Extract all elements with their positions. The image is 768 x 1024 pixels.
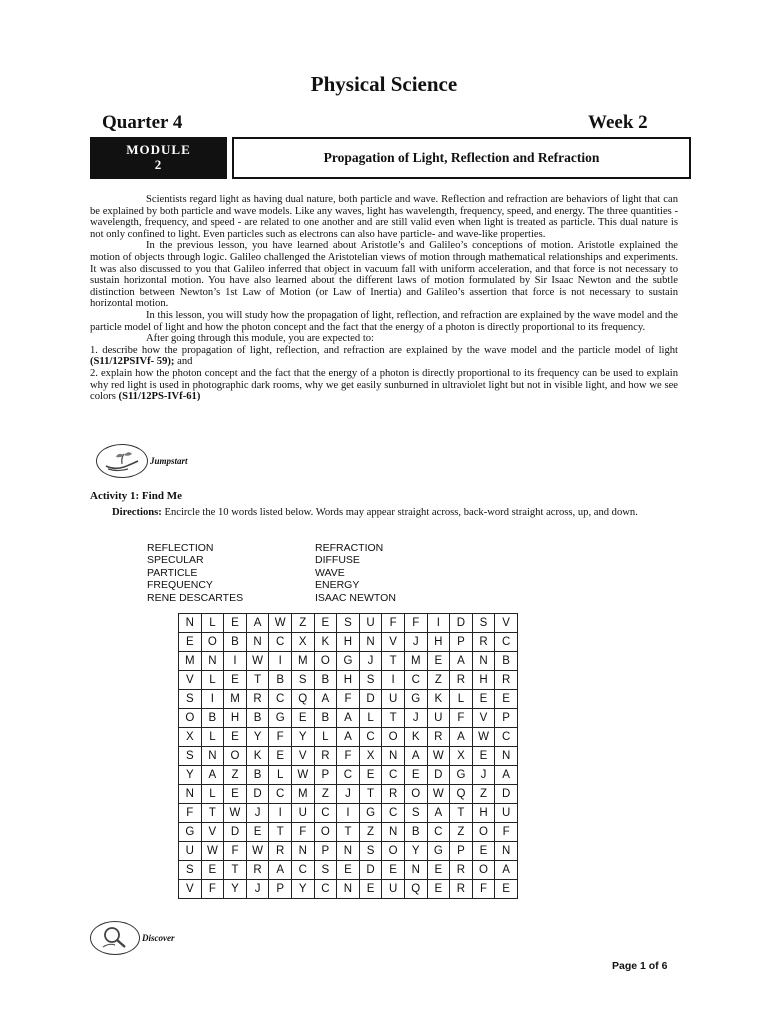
grid-cell[interactable]: V [179, 671, 202, 690]
grid-cell[interactable]: R [246, 861, 269, 880]
grid-cell[interactable]: O [314, 823, 337, 842]
grid-cell[interactable]: Z [359, 823, 382, 842]
word-list [147, 542, 477, 604]
grid-cell[interactable]: E [269, 747, 292, 766]
grid-cell[interactable]: D [359, 690, 382, 709]
grid-cell[interactable]: K [404, 728, 427, 747]
grid-row [179, 785, 518, 804]
grid-cell[interactable]: F [337, 747, 360, 766]
grid-cell[interactable]: O [472, 861, 495, 880]
grid-cell[interactable]: S [179, 690, 202, 709]
grid-cell[interactable]: F [224, 842, 247, 861]
grid-cell[interactable]: C [269, 633, 292, 652]
grid-cell[interactable]: E [495, 690, 518, 709]
grid-cell[interactable]: M [291, 785, 314, 804]
grid-row [179, 671, 518, 690]
grid-cell[interactable]: R [269, 842, 292, 861]
grid-cell[interactable]: O [179, 709, 202, 728]
grid-cell[interactable]: L [359, 709, 382, 728]
module-label: MODULE [126, 142, 191, 157]
grid-cell[interactable]: O [201, 633, 224, 652]
grid-row [179, 728, 518, 747]
grid-cell[interactable]: Z [291, 614, 314, 633]
hand-plant-icon [96, 444, 148, 478]
grid-cell[interactable]: Q [404, 880, 427, 899]
grid-cell[interactable]: P [450, 842, 473, 861]
grid-cell[interactable]: V [472, 709, 495, 728]
word-list-item: REFLECTION [147, 542, 214, 554]
grid-cell[interactable]: H [427, 633, 450, 652]
grid-cell[interactable]: E [472, 842, 495, 861]
grid-cell[interactable]: N [291, 842, 314, 861]
discover-label: Discover [142, 933, 175, 943]
grid-cell[interactable]: Y [246, 728, 269, 747]
grid-cell[interactable]: L [201, 614, 224, 633]
grid-cell[interactable]: R [427, 728, 450, 747]
grid-cell[interactable]: E [179, 633, 202, 652]
grid-cell[interactable]: H [472, 671, 495, 690]
grid-cell[interactable]: E [337, 861, 360, 880]
word-list-item: WAVE [315, 566, 345, 579]
grid-cell[interactable]: S [291, 671, 314, 690]
grid-cell[interactable]: W [427, 747, 450, 766]
grid-cell[interactable]: B [269, 671, 292, 690]
grid-cell[interactable]: C [314, 880, 337, 899]
grid-cell[interactable]: W [291, 766, 314, 785]
grid-cell[interactable]: Z [224, 766, 247, 785]
grid-cell[interactable]: A [495, 861, 518, 880]
grid-cell[interactable]: S [179, 861, 202, 880]
grid-cell[interactable]: C [314, 804, 337, 823]
intro-paragraph-4: After going through this module, you are expected to: [146, 333, 375, 345]
grid-cell[interactable]: F [382, 614, 405, 633]
grid-cell[interactable]: D [224, 823, 247, 842]
grid-cell[interactable]: E [314, 614, 337, 633]
grid-cell[interactable]: C [269, 690, 292, 709]
grid-cell[interactable]: C [382, 766, 405, 785]
grid-cell[interactable]: B [246, 766, 269, 785]
grid-cell[interactable]: G [337, 652, 360, 671]
grid-cell[interactable]: K [246, 747, 269, 766]
objective-1-code: (S11/12PSIVf- 59); [90, 356, 175, 368]
grid-cell[interactable]: E [495, 880, 518, 899]
grid-cell[interactable]: N [246, 633, 269, 652]
grid-cell[interactable]: O [314, 652, 337, 671]
grid-cell[interactable]: O [382, 842, 405, 861]
grid-cell[interactable]: C [359, 728, 382, 747]
grid-cell[interactable]: C [495, 728, 518, 747]
grid-cell[interactable]: J [472, 766, 495, 785]
grid-cell[interactable]: K [427, 690, 450, 709]
grid-cell[interactable]: N [404, 861, 427, 880]
grid-cell[interactable]: U [179, 842, 202, 861]
grid-cell[interactable]: H [337, 671, 360, 690]
objective-1-tail: and [177, 356, 193, 368]
grid-cell[interactable]: F [201, 880, 224, 899]
grid-cell[interactable]: L [201, 671, 224, 690]
objective-1-text: 1. describe how the propagation of light, reflection, and refraction are explained by the wave model and the particle model of light [90, 344, 678, 356]
grid-cell[interactable]: S [404, 804, 427, 823]
grid-cell[interactable]: U [359, 614, 382, 633]
grid-cell[interactable]: C [337, 766, 360, 785]
grid-cell[interactable]: T [246, 671, 269, 690]
objective-2-code: (S11/12PS-IVf-61) [118, 391, 201, 403]
grid-cell[interactable]: T [269, 823, 292, 842]
grid-cell[interactable]: R [450, 671, 473, 690]
grid-row [179, 766, 518, 785]
grid-cell[interactable]: F [495, 823, 518, 842]
lesson-introduction [90, 194, 678, 403]
grid-cell[interactable]: D [246, 785, 269, 804]
grid-cell[interactable]: W [246, 842, 269, 861]
grid-cell[interactable]: F [291, 823, 314, 842]
grid-cell[interactable]: W [201, 842, 224, 861]
grid-row [179, 690, 518, 709]
grid-cell[interactable]: F [269, 728, 292, 747]
grid-cell[interactable]: R [246, 690, 269, 709]
word-list-item: SPECULAR [147, 554, 204, 567]
grid-cell[interactable]: Z [450, 823, 473, 842]
grid-cell[interactable]: W [269, 614, 292, 633]
grid-cell[interactable]: T [359, 785, 382, 804]
grid-cell[interactable]: J [404, 633, 427, 652]
grid-row [179, 709, 518, 728]
grid-cell[interactable]: B [224, 633, 247, 652]
grid-cell[interactable]: I [224, 652, 247, 671]
grid-cell[interactable]: I [427, 614, 450, 633]
grid-cell[interactable]: Y [179, 766, 202, 785]
grid-cell[interactable]: N [201, 747, 224, 766]
grid-cell[interactable]: B [314, 671, 337, 690]
grid-cell[interactable]: N [179, 614, 202, 633]
grid-cell[interactable]: H [337, 633, 360, 652]
grid-cell[interactable]: L [201, 728, 224, 747]
grid-cell[interactable]: I [337, 804, 360, 823]
quarter-label: Quarter 4 [102, 112, 183, 133]
grid-cell[interactable]: G [269, 709, 292, 728]
activity-directions [112, 507, 678, 519]
grid-cell[interactable]: R [495, 671, 518, 690]
grid-cell[interactable]: A [246, 614, 269, 633]
grid-cell[interactable]: S [359, 671, 382, 690]
grid-cell[interactable]: F [337, 690, 360, 709]
grid-cell[interactable]: C [291, 861, 314, 880]
grid-row [179, 804, 518, 823]
grid-cell[interactable]: M [404, 652, 427, 671]
grid-cell[interactable]: O [224, 747, 247, 766]
grid-cell[interactable]: J [246, 880, 269, 899]
grid-cell[interactable]: Z [427, 671, 450, 690]
grid-cell[interactable]: A [314, 690, 337, 709]
word-search-grid [178, 613, 518, 899]
grid-cell[interactable]: L [201, 785, 224, 804]
objective-2-text: 2. explain how the photon concept and the fact that the energy of a photon is directly proportional to its frequency can be used to explain why red light is used in photographic dark rooms, why we get easily sunburned in ultraviolet light but not in visible light, and how we see colors [90, 367, 678, 403]
grid-cell[interactable]: E [224, 614, 247, 633]
grid-row [179, 747, 518, 766]
grid-cell[interactable]: G [450, 766, 473, 785]
grid-cell[interactable]: T [337, 823, 360, 842]
grid-cell[interactable]: T [201, 804, 224, 823]
grid-cell[interactable]: M [224, 690, 247, 709]
grid-row [179, 652, 518, 671]
grid-cell[interactable]: B [495, 652, 518, 671]
grid-cell[interactable]: H [224, 709, 247, 728]
grid-cell[interactable]: B [246, 709, 269, 728]
grid-cell[interactable]: U [495, 804, 518, 823]
grid-row [179, 861, 518, 880]
grid-row [179, 823, 518, 842]
activity-title: Activity 1: Find Me [90, 490, 182, 502]
grid-cell[interactable]: Y [404, 842, 427, 861]
grid-cell[interactable]: R [450, 861, 473, 880]
jumpstart-label: Jumpstart [150, 456, 188, 466]
grid-row [179, 880, 518, 899]
word-list-item: RENE DESCARTES [147, 591, 244, 604]
grid-cell[interactable]: A [450, 652, 473, 671]
grid-cell[interactable]: E [291, 709, 314, 728]
grid-cell[interactable]: F [450, 709, 473, 728]
grid-cell[interactable]: A [495, 766, 518, 785]
grid-cell[interactable]: T [382, 652, 405, 671]
grid-row [179, 842, 518, 861]
grid-cell[interactable]: M [291, 652, 314, 671]
grid-cell[interactable]: T [224, 861, 247, 880]
grid-cell[interactable]: X [179, 728, 202, 747]
grid-cell[interactable]: C [404, 671, 427, 690]
grid-cell[interactable]: D [427, 766, 450, 785]
grid-cell[interactable]: E [404, 766, 427, 785]
intro-paragraph-2: In the previous lesson, you have learned about Aristotle’s and Galileo’s conceptions of motion. Aristotle explained the motion of objects through logic. Galileo challenged the Aristotelian views of motion through mathematical relationships and experiments. It was also discussed to you that Galileo inferred that object in vacuum fall with uniform acceleration, and that force is not necessary to sustain horizontal motion. You have also learned about the different laws of motion formulated by Sir Isaac Newton and the subtle distinction between Newton’s 1st Law of Motion (or Law of Inertia) and Galileo’s assertion that force is not necessary to sustain horizontal motion. [90, 240, 678, 310]
grid-cell[interactable]: N [359, 633, 382, 652]
grid-cell[interactable]: A [337, 728, 360, 747]
grid-cell[interactable]: F [179, 804, 202, 823]
grid-cell[interactable]: N [201, 652, 224, 671]
grid-cell[interactable]: I [201, 690, 224, 709]
grid-cell[interactable]: E [472, 747, 495, 766]
grid-cell[interactable]: H [472, 804, 495, 823]
module-number-box [90, 137, 227, 179]
grid-cell[interactable]: W [224, 804, 247, 823]
grid-cell[interactable]: I [269, 804, 292, 823]
grid-cell[interactable]: U [291, 804, 314, 823]
grid-cell[interactable]: N [382, 747, 405, 766]
grid-cell[interactable]: Q [450, 785, 473, 804]
grid-cell[interactable]: C [427, 823, 450, 842]
word-list-item: ISAAC NEWTON [315, 591, 396, 604]
grid-cell[interactable]: V [495, 614, 518, 633]
grid-cell[interactable]: S [359, 842, 382, 861]
directions-label: Directions: [112, 507, 162, 518]
grid-cell[interactable]: C [495, 633, 518, 652]
grid-cell[interactable]: U [427, 709, 450, 728]
grid-cell[interactable]: N [495, 842, 518, 861]
grid-cell[interactable]: E [201, 861, 224, 880]
grid-cell[interactable]: A [201, 766, 224, 785]
grid-cell[interactable]: V [382, 633, 405, 652]
grid-cell[interactable]: S [314, 861, 337, 880]
grid-cell[interactable]: V [201, 823, 224, 842]
grid-cell[interactable]: E [246, 823, 269, 842]
grid-cell[interactable]: S [337, 614, 360, 633]
grid-cell[interactable]: L [450, 690, 473, 709]
grid-cell[interactable]: A [427, 804, 450, 823]
grid-cell[interactable]: X [291, 633, 314, 652]
grid-cell[interactable]: E [472, 690, 495, 709]
directions-text: Encircle the 10 words listed below. Words may appear straight across, back-word straight across, up, and down. [164, 507, 638, 518]
grid-cell[interactable]: J [246, 804, 269, 823]
grid-cell[interactable]: C [382, 804, 405, 823]
grid-cell[interactable]: Y [291, 880, 314, 899]
objective-2 [90, 368, 678, 403]
grid-cell[interactable]: N [382, 823, 405, 842]
jumpstart-badge [96, 444, 188, 478]
grid-cell[interactable]: E [359, 766, 382, 785]
grid-cell[interactable]: V [179, 880, 202, 899]
intro-paragraph-3: In this lesson, you will study how the propagation of light, reflection, and refraction are explained by the wave model and the particle model of light and how the photon concept and the fact that the energy of a photon is directly proportional to its frequency. [90, 309, 678, 333]
grid-cell[interactable]: B [201, 709, 224, 728]
grid-cell[interactable]: N [472, 652, 495, 671]
grid-cell[interactable]: G [179, 823, 202, 842]
grid-row [179, 614, 518, 633]
module-title-box [232, 137, 691, 179]
grid-cell[interactable]: E [427, 880, 450, 899]
grid-cell[interactable]: U [382, 880, 405, 899]
word-list-item: PARTICLE [147, 566, 198, 579]
grid-cell[interactable]: N [179, 785, 202, 804]
grid-cell[interactable]: R [314, 747, 337, 766]
grid-cell[interactable]: V [291, 747, 314, 766]
grid-cell[interactable]: Q [291, 690, 314, 709]
grid-cell[interactable]: T [450, 804, 473, 823]
module-number: 2 [154, 157, 163, 172]
grid-cell[interactable]: E [427, 652, 450, 671]
grid-cell[interactable]: T [382, 709, 405, 728]
grid-cell[interactable]: C [269, 785, 292, 804]
grid-cell[interactable]: J [359, 652, 382, 671]
discover-badge [90, 921, 175, 955]
magnifier-hand-icon [90, 921, 140, 955]
grid-cell[interactable]: E [224, 785, 247, 804]
grid-cell[interactable]: P [495, 709, 518, 728]
grid-cell[interactable]: D [450, 614, 473, 633]
grid-cell[interactable]: D [495, 785, 518, 804]
grid-cell[interactable]: M [179, 652, 202, 671]
grid-cell[interactable]: F [472, 880, 495, 899]
grid-cell[interactable]: E [382, 861, 405, 880]
grid-cell[interactable]: U [382, 690, 405, 709]
grid-cell[interactable]: I [269, 652, 292, 671]
grid-cell[interactable]: G [427, 842, 450, 861]
grid-cell[interactable]: W [246, 652, 269, 671]
grid-row [179, 633, 518, 652]
grid-cell[interactable]: G [404, 690, 427, 709]
page-number: Page 1 of 6 [612, 960, 668, 972]
grid-cell[interactable]: F [404, 614, 427, 633]
grid-cell[interactable]: P [450, 633, 473, 652]
grid-cell[interactable]: S [472, 614, 495, 633]
grid-cell[interactable]: P [269, 880, 292, 899]
module-title: Propagation of Light, Reflection and Refraction [323, 150, 600, 165]
grid-cell[interactable]: I [382, 671, 405, 690]
grid-cell[interactable]: Z [472, 785, 495, 804]
grid-cell[interactable]: Y [291, 728, 314, 747]
word-list-item: FREQUENCY [147, 579, 213, 592]
grid-cell[interactable]: W [472, 728, 495, 747]
grid-cell[interactable]: R [382, 785, 405, 804]
grid-cell[interactable]: E [224, 728, 247, 747]
page-title: Physical Science [310, 72, 458, 96]
objective-1 [90, 345, 678, 368]
grid-cell[interactable]: P [314, 842, 337, 861]
grid-cell[interactable]: J [337, 785, 360, 804]
grid-cell[interactable]: N [495, 747, 518, 766]
grid-cell[interactable]: E [359, 880, 382, 899]
grid-cell[interactable]: N [337, 842, 360, 861]
grid-cell[interactable]: O [404, 785, 427, 804]
grid-cell[interactable]: X [359, 747, 382, 766]
word-list-item: REFRACTION [315, 542, 384, 554]
week-label: Week 2 [588, 112, 648, 133]
grid-cell[interactable]: B [314, 709, 337, 728]
grid-cell[interactable]: O [472, 823, 495, 842]
grid-cell[interactable]: O [382, 728, 405, 747]
grid-cell[interactable]: P [314, 766, 337, 785]
word-list-item: DIFFUSE [315, 554, 360, 567]
grid-cell[interactable]: A [337, 709, 360, 728]
grid-cell[interactable]: E [224, 671, 247, 690]
grid-cell[interactable]: K [314, 633, 337, 652]
grid-cell[interactable]: A [269, 861, 292, 880]
grid-cell[interactable]: R [472, 633, 495, 652]
grid-cell[interactable]: X [450, 747, 473, 766]
grid-cell[interactable]: N [337, 880, 360, 899]
grid-cell[interactable]: B [404, 823, 427, 842]
grid-cell[interactable]: D [359, 861, 382, 880]
grid-cell[interactable]: L [314, 728, 337, 747]
grid-cell[interactable]: J [404, 709, 427, 728]
grid-cell[interactable]: Z [314, 785, 337, 804]
intro-paragraph-1: Scientists regard light as having dual nature, both particle and wave. Reflection and refraction are behaviors of light that can be explained by both particle and wave models. Like any waves, light has wavelength, frequency, speed, and energy. The three quantities - wavelength, frequency, and speed - are related to one another and are still valid even when light is treated as particle. This dual nature is not only confined to light. Even particles such as electrons can also have particle- and wave-like properties. [90, 194, 678, 240]
grid-cell[interactable]: W [427, 785, 450, 804]
grid-cell[interactable]: Y [224, 880, 247, 899]
grid-cell[interactable]: L [269, 766, 292, 785]
grid-cell[interactable]: S [179, 747, 202, 766]
grid-cell[interactable]: A [450, 728, 473, 747]
grid-cell[interactable]: G [359, 804, 382, 823]
word-list-item: ENERGY [315, 579, 360, 592]
grid-cell[interactable]: R [450, 880, 473, 899]
grid-cell[interactable]: E [427, 861, 450, 880]
grid-cell[interactable]: A [404, 747, 427, 766]
